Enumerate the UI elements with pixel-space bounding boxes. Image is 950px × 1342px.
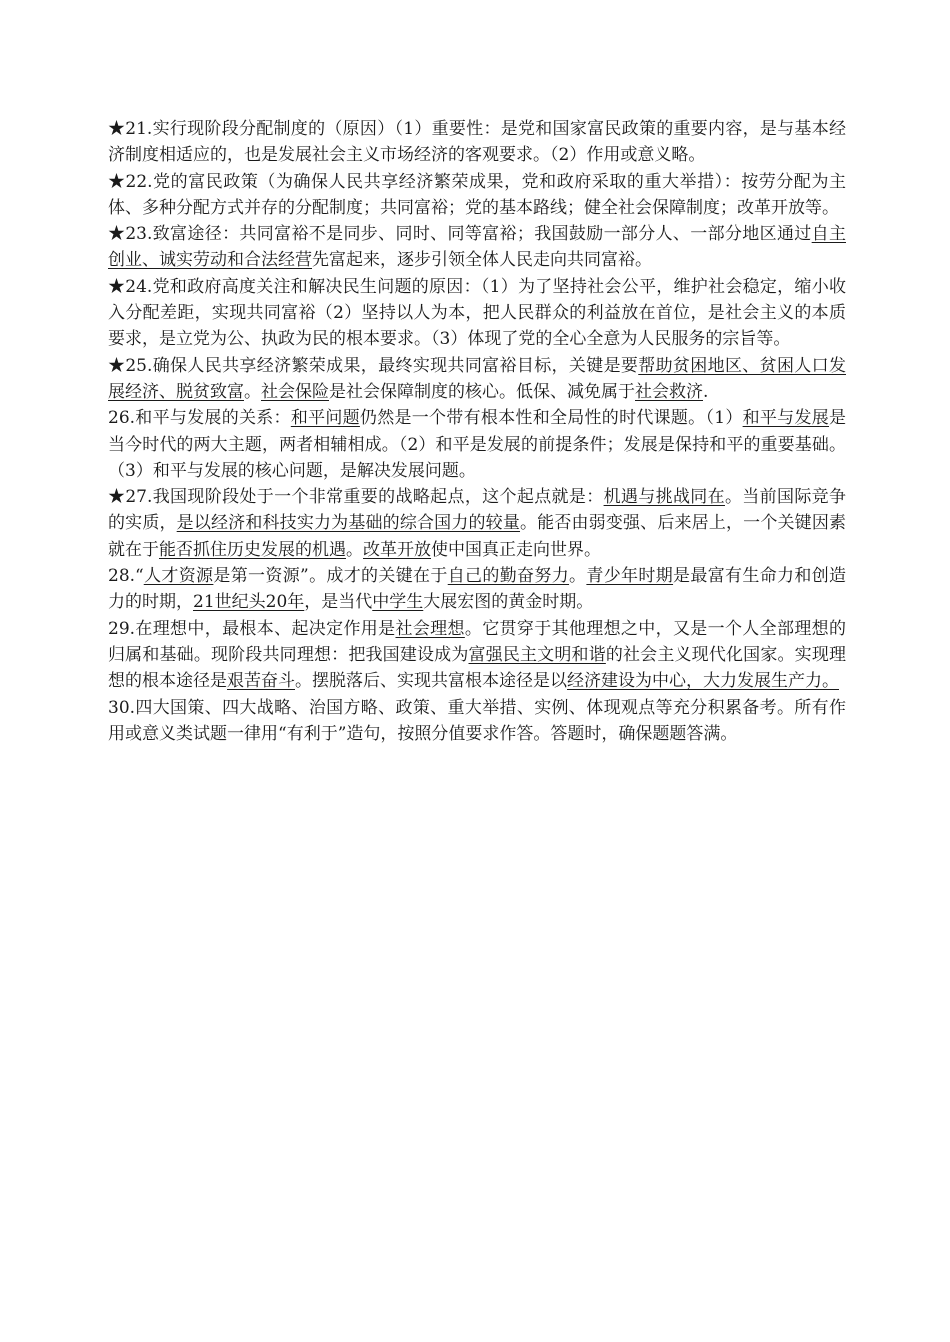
text-segment: 。能否由弱变强、后来居上，一个关键因素就在于 — [108, 513, 847, 560]
key-phrase: 21世纪头20年 — [193, 592, 305, 613]
item-24 — [108, 274, 846, 353]
key-phrase: 青少年时期 — [586, 566, 674, 587]
text-segment: 29.在理想中，最根本、起决定作用是 — [108, 618, 396, 639]
text-segment: 先富起来，逐步引领全体人民走向共同富裕。 — [312, 250, 652, 271]
text-segment: ★25.确保人民共享经济繁荣成果，最终实现共同富裕目标，关键是要 — [108, 355, 639, 376]
document-body — [108, 116, 846, 747]
key-phrase: 机遇与挑战同在 — [603, 487, 725, 508]
item-30 — [108, 695, 846, 748]
text-segment: 。它贯穿于其他理想之中，又是一个人全部理想的归属和基础。现阶段共同理想：把我国建设成为 — [108, 618, 847, 665]
key-phrase: 富强民主文明和谐 — [468, 644, 606, 665]
text-segment: ★23.致富途径：共同富裕不是同步、同时、同等富裕；我国鼓励一部分人、一部分地区通过 — [108, 224, 812, 245]
item-29 — [108, 616, 846, 695]
key-phrase: 中学生 — [372, 592, 424, 613]
text-segment: 30.四大国策、四大战略、治国方略、政策、重大举措、实例、体现观点等充分积累备考。所有作用或意义类试题一律用“有利于”造句，按照分值要求作答。答题时，确保题题答满。 — [108, 697, 846, 744]
text-segment: ★22.党的富民政策（为确保人民共享经济繁荣成果，党和政府采取的重大举措）：按劳分配为主体、多种分配方式并存的分配制度；共同富裕；党的基本路线；健全社会保障制度；改革开放等。 — [108, 171, 846, 218]
text-segment: 。 — [569, 566, 587, 587]
text-segment: 。 — [244, 381, 261, 402]
text-segment: ，是当代 — [304, 592, 373, 613]
key-phrase: 能否抓住历史发展的机遇 — [159, 539, 346, 560]
item-25 — [108, 353, 846, 406]
text-segment: ★21.实行现阶段分配制度的（原因）（1）重要性：是党和国家富民政策的重要内容，是与基本经济制度相适应的，也是发展社会主义市场经济的客观要求。（2）作用或意义略。 — [108, 119, 846, 166]
key-phrase: 经济建设为中心，大力发展生产力。 — [567, 671, 839, 692]
item-27 — [108, 484, 846, 563]
text-segment: 的社会主义现代化国家。实现理想的根本途径是 — [108, 644, 847, 692]
text-segment: . — [703, 381, 709, 402]
text-segment: 仍然是一个带有根本性和全局性的时代课题。（1） — [359, 408, 743, 429]
text-segment: 是第一资源”。成才的关键在于 — [213, 566, 448, 587]
item-26 — [108, 405, 846, 484]
key-phrase: 改革开放 — [363, 539, 431, 560]
text-segment: ★24.党和政府高度关注和解决民生问题的原因：（1）为了坚持社会公平，维护社会稳定，缩小收入分配差距，实现共同富裕（2）坚持以人为本，把人民群众的利益放在首位，是社会主义的本质要求，是立党为公、执政为民的根本要求。（3）体现了党的全心全意为人民服务的宗旨等。 — [108, 276, 846, 350]
text-segment: 。 — [346, 539, 363, 560]
key-phrase: 社会理想 — [395, 618, 465, 639]
text-segment: 使中国真正走向世界。 — [431, 539, 601, 560]
key-phrase: 是以经济和科技实力为基础的综合国力的较量 — [176, 513, 521, 534]
key-phrase: 社会救济 — [635, 381, 703, 402]
text-segment: 大展宏图的黄金时期。 — [423, 592, 594, 613]
text-segment: 是当今时代的两大主题，两者相辅相成。（2）和平是发展的前提条件；发展是保持和平的重要基础。（3）和平与发展的核心问题，是解决发展问题。 — [108, 408, 846, 481]
text-segment: 26.和平与发展的关系： — [108, 408, 291, 429]
key-phrase: 和平与发展 — [742, 408, 829, 429]
item-28 — [108, 563, 846, 616]
key-phrase: 自己的勤奋努力 — [447, 566, 570, 587]
item-22 — [108, 169, 846, 222]
text-segment: ★27.我国现阶段处于一个非常重要的战略起点，这个起点就是： — [108, 487, 604, 508]
key-phrase: 艰苦奋斗 — [227, 671, 295, 692]
text-segment: 。当前国际竞争的实质， — [108, 487, 847, 534]
key-phrase: 和平问题 — [290, 408, 360, 429]
key-phrase: 社会保险 — [261, 381, 329, 402]
item-21 — [108, 116, 846, 169]
text-segment: 28.“ — [108, 566, 144, 587]
text-segment: 。摆脱落后、实现共富根本途径是以 — [295, 671, 567, 692]
key-phrase: 自主创业、诚实劳动和合法经营 — [108, 224, 846, 271]
key-phrase: 帮助贫困地区、贫困人口发展经济、脱贫致富 — [108, 355, 846, 402]
text-segment: 是最富有生命力和创造力的时期， — [108, 566, 847, 613]
text-segment: 是社会保障制度的核心。低保、减免属于 — [329, 381, 635, 402]
key-phrase: 人才资源 — [143, 566, 214, 587]
item-23 — [108, 221, 846, 274]
